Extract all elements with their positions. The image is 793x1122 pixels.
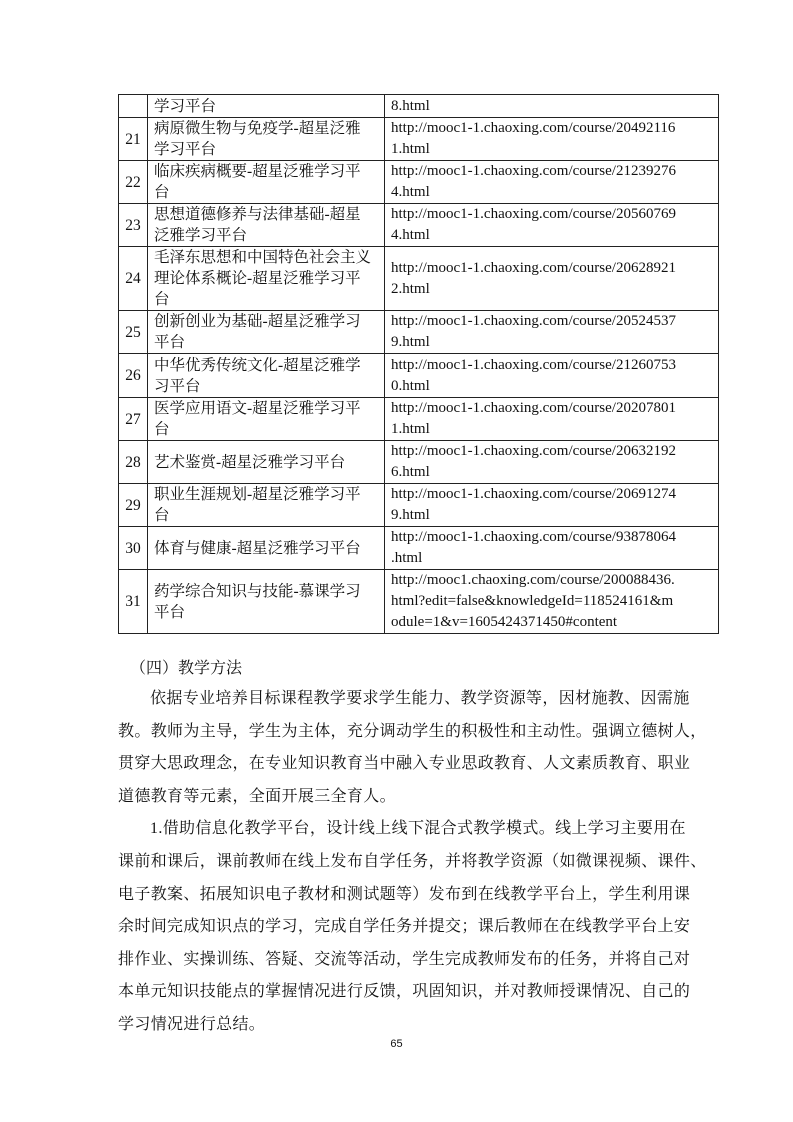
course-url[interactable]: http://mooc1-1.chaoxing.com/course/20492116 1.html <box>385 118 719 161</box>
course-name: 毛泽东思想和中国特色社会主义 理论体系概论-超星泛雅学习平 台 <box>148 247 385 311</box>
course-url[interactable]: http://mooc1-1.chaoxing.com/course/21260753 0.html <box>385 354 719 398</box>
row-number: 22 <box>119 161 148 204</box>
paragraph-line: 依据专业培养目标课程教学要求学生能力、教学资源等，因材施教、因需施 <box>150 690 690 707</box>
course-url[interactable]: http://mooc1-1.chaoxing.com/course/21239276 4.html <box>385 161 719 204</box>
course-url[interactable]: http://mooc1-1.chaoxing.com/course/20632192 6.html <box>385 441 719 484</box>
paragraph-line: 教。教师为主导，学生为主体，充分调动学生的积极性和主动性。强调立德树人， <box>118 722 707 740</box>
course-name: 体育与健康-超星泛雅学习平台 <box>148 527 385 570</box>
paragraph-line: 课前和课后，课前教师在线上发布自学任务，并将教学资源（如微课视频、课件、 <box>118 853 707 870</box>
paragraph-line: 学习情况进行总结。 <box>118 1016 266 1033</box>
table-row <box>119 441 719 484</box>
paragraph-line: 余时间完成知识点的学习，完成自学任务并提交；课后教师在在线教学平台上安 <box>118 918 691 936</box>
row-number: 21 <box>119 118 148 161</box>
row-number: 24 <box>119 247 148 311</box>
paragraph-line: 排作业、实操训练、答疑、交流等活动，学生完成教师发布的任务，并将自己对 <box>118 950 691 968</box>
page-number: 65 <box>390 1038 403 1050</box>
course-name: 艺术鉴赏-超星泛雅学习平台 <box>148 441 385 484</box>
row-number: 25 <box>119 311 148 354</box>
course-name: 创新创业为基础-超星泛雅学习 平台 <box>148 311 385 354</box>
table-row <box>119 398 719 441</box>
row-number: 30 <box>119 527 148 570</box>
table-row <box>119 95 719 118</box>
row-number: 23 <box>119 204 148 247</box>
course-url[interactable]: http://mooc1-1.chaoxing.com/course/20691274 9.html <box>385 484 719 527</box>
row-number: 27 <box>119 398 148 441</box>
course-name: 中华优秀传统文化-超星泛雅学 习平台 <box>148 354 385 398</box>
row-number: 31 <box>119 570 148 634</box>
course-url[interactable]: http://mooc1-1.chaoxing.com/course/93878064 .html <box>385 527 719 570</box>
course-name: 职业生涯规划-超星泛雅学习平 台 <box>148 484 385 527</box>
table-row <box>119 484 719 527</box>
table-row <box>119 570 719 634</box>
course-url[interactable]: http://mooc1.chaoxing.com/course/200088436. html?edit=false&knowledgeId=118524161&m odule=1&v=1605424371450#content <box>385 570 719 634</box>
course-url[interactable]: http://mooc1-1.chaoxing.com/course/20560769 4.html <box>385 204 719 247</box>
course-name: 医学应用语文-超星泛雅学习平 台 <box>148 398 385 441</box>
course-url[interactable]: http://mooc1-1.chaoxing.com/course/20524537 9.html <box>385 311 719 354</box>
table-row <box>119 247 719 311</box>
paragraph-line: 电子教案、拓展知识电子教材和测试题等）发布到在线教学平台上，学生利用课 <box>118 885 691 903</box>
paragraph-line: 贯穿大思政理念，在专业知识教育当中融入专业思政教育、人文素质教育、职业 <box>118 755 691 773</box>
table-row <box>119 311 719 354</box>
course-name: 学习平台 <box>148 95 385 118</box>
course-url[interactable]: 8.html <box>385 95 719 118</box>
course-name: 思想道德修养与法律基础-超星 泛雅学习平台 <box>148 204 385 247</box>
row-number <box>119 95 148 118</box>
table-row <box>119 161 719 204</box>
course-platform-table <box>118 94 719 634</box>
row-number: 28 <box>119 441 148 484</box>
table-row <box>119 527 719 570</box>
table-row <box>119 354 719 398</box>
paragraph-line: 本单元知识技能点的掌握情况进行反馈，巩固知识，并对教师授课情况、自己的 <box>118 983 691 1001</box>
paragraph-line: 1.借助信息化教学平台，设计线上线下混合式教学模式。线上学习主要用在 <box>150 820 686 838</box>
row-number: 26 <box>119 354 148 398</box>
table-row <box>119 204 719 247</box>
table-row <box>119 118 719 161</box>
course-url[interactable]: http://mooc1-1.chaoxing.com/course/20628921 2.html <box>385 247 719 311</box>
course-name: 药学综合知识与技能-慕课学习 平台 <box>148 570 385 634</box>
course-name: 临床疾病概要-超星泛雅学习平 台 <box>148 161 385 204</box>
section-title: （四）教学方法 <box>130 660 243 677</box>
course-url[interactable]: http://mooc1-1.chaoxing.com/course/20207801 1.html <box>385 398 719 441</box>
course-name: 病原微生物与免疫学-超星泛雅 学习平台 <box>148 118 385 161</box>
paragraph-line: 道德教育等元素，全面开展三全育人。 <box>118 787 396 805</box>
row-number: 29 <box>119 484 148 527</box>
